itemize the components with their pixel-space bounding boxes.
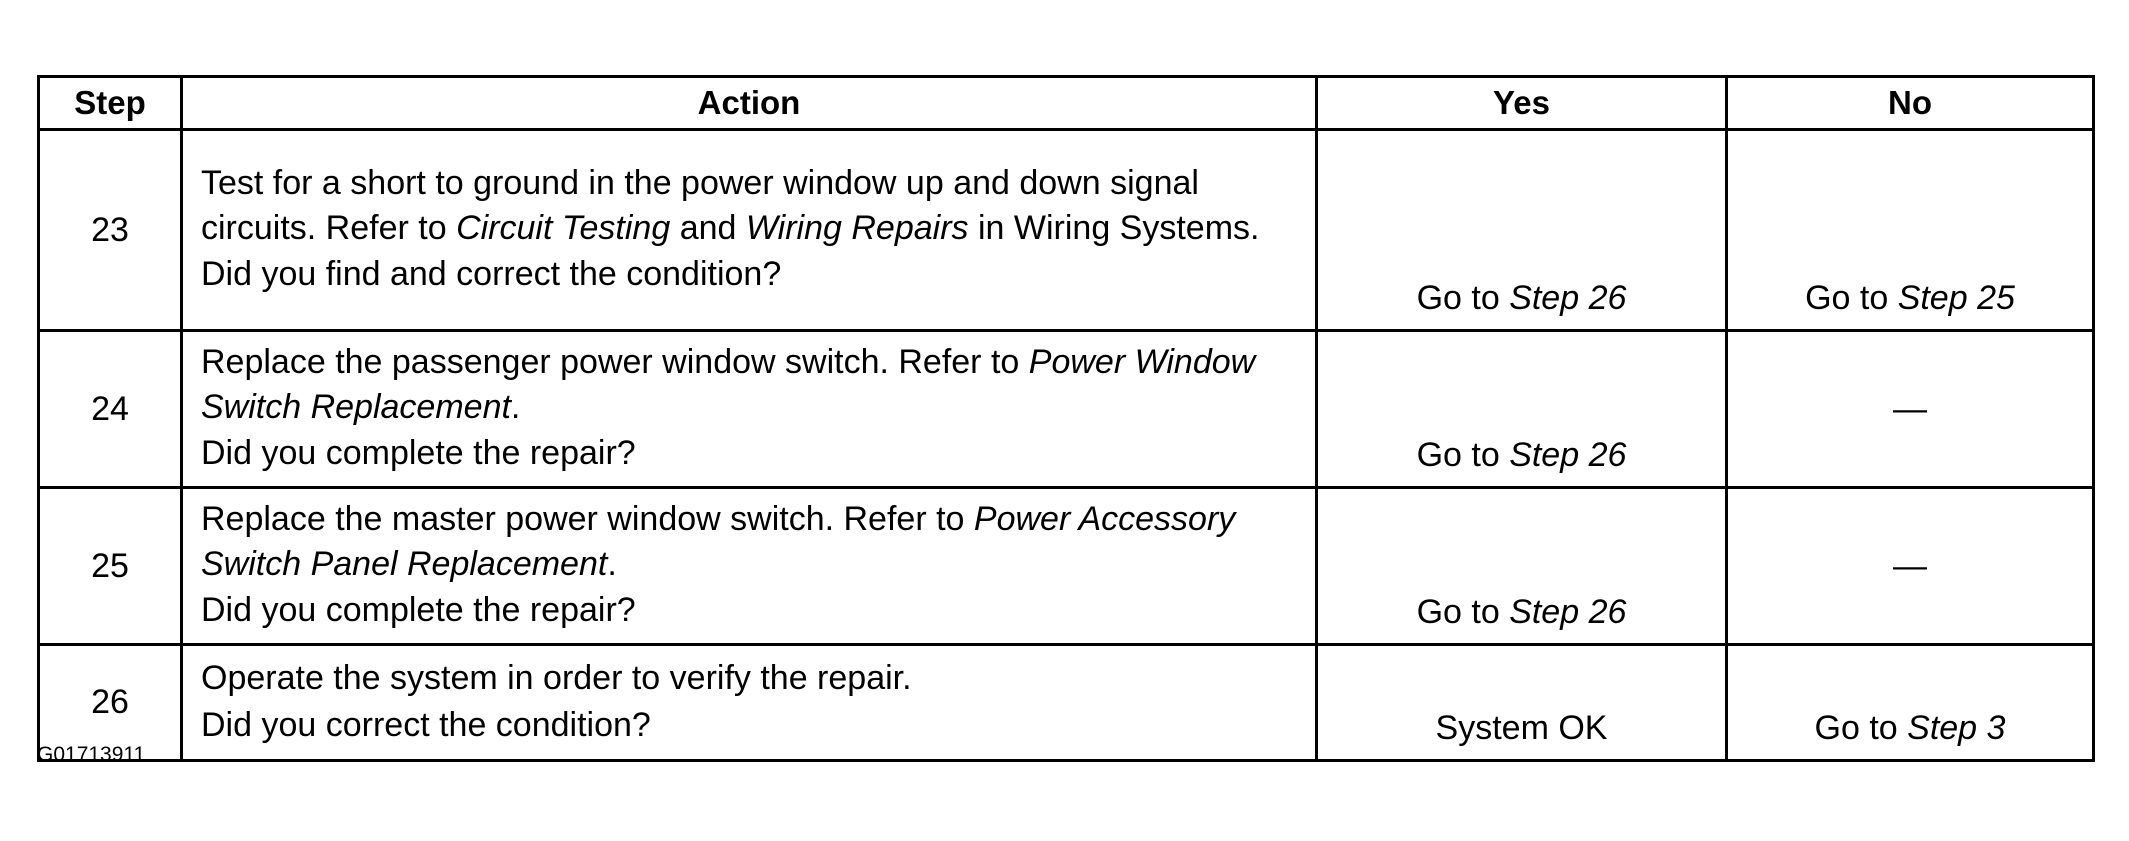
reference-link: Power Window Switch Replacement bbox=[201, 342, 1256, 426]
table-row bbox=[39, 645, 2094, 761]
action-question: Did you complete the repair? bbox=[201, 591, 636, 630]
step-reference: Step 26 bbox=[1509, 593, 1627, 632]
table-row bbox=[39, 130, 2094, 331]
no-result: — bbox=[1727, 331, 2094, 488]
step-reference: Step 26 bbox=[1509, 279, 1627, 318]
figure-id: G01713911 bbox=[37, 743, 146, 766]
step-reference: Step 26 bbox=[1509, 436, 1627, 475]
yes-result: System OK bbox=[1317, 645, 1727, 761]
step-number: 26 bbox=[39, 645, 182, 761]
action-instruction: Operate the system in order to verify the repair. bbox=[201, 658, 912, 697]
action-instruction: Replace the passenger power window switch. Refer to Power Window Switch Replacement. bbox=[201, 342, 1256, 426]
yes-result: Go to Step 26 bbox=[1317, 130, 1727, 331]
diagnostic-table bbox=[37, 75, 2095, 762]
header-action: Action bbox=[182, 77, 1317, 130]
header-step: Step bbox=[39, 77, 182, 130]
step-number: 23 bbox=[39, 130, 182, 331]
step-reference: Step 3 bbox=[1907, 709, 2006, 748]
header-yes: Yes bbox=[1317, 77, 1727, 130]
action-question: Did you find and correct the condition? bbox=[201, 255, 782, 294]
table-row bbox=[39, 488, 2094, 645]
header-row bbox=[39, 77, 2094, 130]
action-cell bbox=[182, 645, 1317, 761]
action-instruction: Replace the master power window switch. Refer to Power Accessory Switch Panel Replacement. bbox=[201, 499, 1236, 583]
action-instruction: Test for a short to ground in the power window up and down signal circuits. Refer to Circuit Testing and Wiring Repairs in Wiring Systems. bbox=[201, 163, 1260, 247]
no-result: — bbox=[1727, 488, 2094, 645]
reference-link: Wiring Repairs bbox=[745, 208, 969, 247]
action-cell bbox=[182, 488, 1317, 645]
step-number: 25 bbox=[39, 488, 182, 645]
reference-link: Circuit Testing bbox=[456, 208, 671, 247]
reference-link: Power Accessory Switch Panel Replacement bbox=[201, 499, 1236, 583]
no-result: Go to Step 25 bbox=[1727, 130, 2094, 331]
header-no: No bbox=[1727, 77, 2094, 130]
action-cell bbox=[182, 331, 1317, 488]
yes-result: Go to Step 26 bbox=[1317, 488, 1727, 645]
table-row bbox=[39, 331, 2094, 488]
yes-result: Go to Step 26 bbox=[1317, 331, 1727, 488]
action-question: Did you correct the condition? bbox=[201, 705, 651, 744]
no-result: Go to Step 3 bbox=[1727, 645, 2094, 761]
step-reference: Step 25 bbox=[1897, 279, 2015, 318]
step-number: 24 bbox=[39, 331, 182, 488]
action-question: Did you complete the repair? bbox=[201, 434, 636, 473]
action-cell bbox=[182, 130, 1317, 331]
